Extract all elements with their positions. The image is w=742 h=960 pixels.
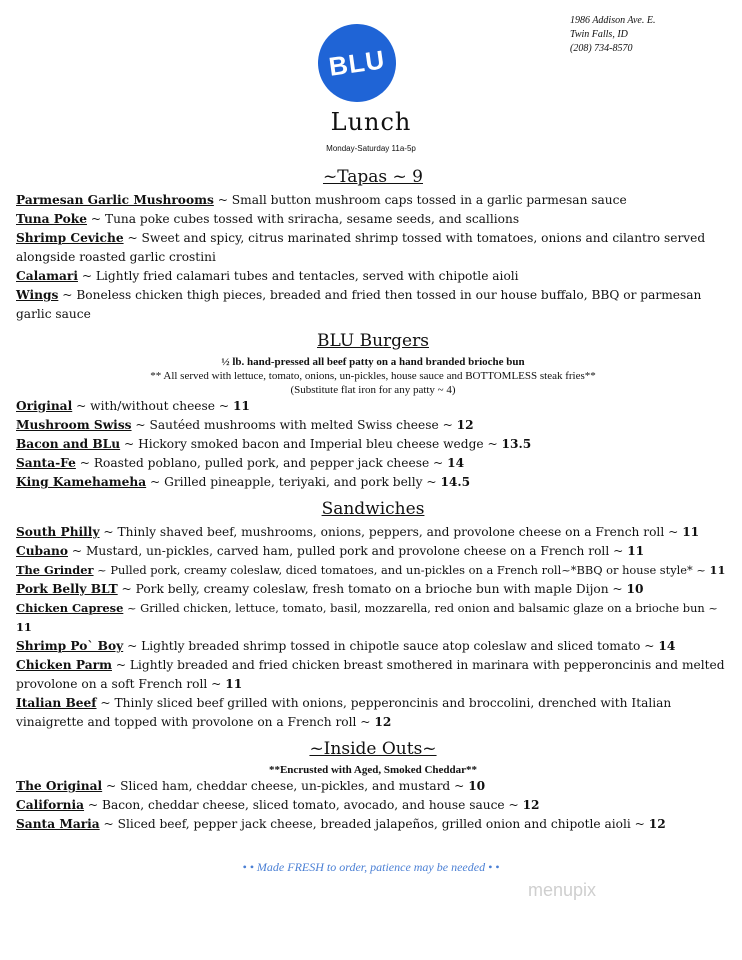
menu-content [16, 160, 730, 834]
sandwiches-heading: Sandwiches [321, 499, 425, 519]
menu-item [16, 815, 730, 834]
menu-item-name: Santa Maria [16, 817, 100, 831]
burgers-subheading: ½ lb. hand-pressed all beef patty on a hand branded brioche bun [221, 356, 525, 368]
menu-item [16, 435, 730, 454]
menu-item-name: Calamari [16, 269, 78, 283]
menu-item-name: Shrimp Po` Boy [16, 639, 124, 653]
menu-item [16, 454, 730, 473]
burgers-items [16, 397, 730, 492]
menu-item-description: ~ Boneless chicken thigh pieces, breaded and fried then tossed in our house buffalo, BBQ or parmesan garlic sauce [16, 288, 702, 321]
menu-item [16, 796, 730, 815]
burgers-substitution-note: (Substitute flat iron for any patty ~ 4) [290, 384, 456, 396]
menu-item [16, 694, 730, 732]
inside-outs-section [16, 738, 730, 834]
menu-item [16, 599, 730, 637]
menu-item [16, 210, 730, 229]
menu-item [16, 191, 730, 210]
menu-item-name: Bacon and BLu [16, 437, 121, 451]
menu-item-name: Chicken Caprese [16, 601, 124, 615]
menu-item-price: 11 [232, 399, 250, 413]
menu-item-name: Shrimp Ceviche [16, 231, 124, 245]
menu-item-description: ~ Pulled pork, creamy coleslaw, diced tomatoes, and un-pickles on a French roll~*BBQ or house style* ~ [93, 563, 710, 577]
menu-item-name: King Kamehameha [16, 475, 147, 489]
menu-item-name: Mushroom Swiss [16, 418, 132, 432]
menu-item-description: ~ Hickory smoked bacon and Imperial bleu cheese wedge ~ [120, 437, 502, 451]
menu-item-name: Original [16, 399, 73, 413]
menu-item-description: ~ Bacon, cheddar cheese, sliced tomato, avocado, and house sauce ~ [84, 798, 523, 812]
menu-item [16, 637, 730, 656]
restaurant-address [570, 14, 730, 56]
menu-item-description: ~ Tuna poke cubes tossed with sriracha, sesame seeds, and scallions [86, 212, 520, 226]
menu-item-price: 12 [648, 817, 666, 831]
menu-item-description: ~ Lightly breaded shrimp tossed in chipotle sauce atop coleslaw and sliced tomato ~ [123, 639, 659, 653]
menu-item-description: ~ Pork belly, creamy coleslaw, fresh tomato on a brioche bun with maple Dijon ~ [117, 582, 627, 596]
menu-item-description: ~ Roasted poblano, pulled pork, and pepper jack cheese ~ [75, 456, 448, 470]
menu-item-price: 11 [16, 620, 32, 634]
burgers-section [16, 330, 730, 492]
burgers-heading: BLU Burgers [317, 331, 429, 351]
menu-item-price: 13.5 [501, 437, 532, 451]
menu-item [16, 229, 730, 267]
menu-item-description: ~ Thinly shaved beef, mushrooms, onions, peppers, and provolone cheese on a French roll ~ [99, 525, 683, 539]
tapas-items [16, 191, 730, 324]
sandwiches-items [16, 523, 730, 732]
menu-item-price: 14 [447, 456, 465, 470]
menu-item-price: 10 [468, 779, 486, 793]
menu-item-name: Chicken Parm [16, 658, 112, 672]
menu-item-description: ~ Lightly fried calamari tubes and tentacles, served with chipotle aioli [77, 269, 519, 283]
menu-item-price: 14 [658, 639, 676, 653]
menu-item-name: Santa-Fe [16, 456, 76, 470]
menu-item [16, 656, 730, 694]
address-city: Twin Falls, ID [570, 29, 628, 40]
menu-item-name: The Original [16, 779, 103, 793]
burgers-note: ** All served with lettuce, tomato, onions, un-pickles, house sauce and BOTTOMLESS steak fries** [150, 370, 596, 382]
menu-item [16, 267, 730, 286]
menu-item-price: 12 [374, 715, 392, 729]
menu-item-description: ~ Sweet and spicy, citrus marinated shrimp tossed with tomatoes, onions and cilantro served alongside roasted garlic crostini [16, 231, 706, 264]
address-phone: (208) 734-8570 [570, 43, 633, 54]
inside-outs-items [16, 777, 730, 834]
menu-item [16, 286, 730, 324]
menu-item-name: The Grinder [16, 563, 94, 577]
menu-item-description: ~ Thinly sliced beef grilled with onions, pepperoncinis and broccolini, drenched with Italian vinaigrette and topped with provolone on a French roll ~ [16, 696, 672, 729]
menu-item [16, 416, 730, 435]
menu-item-name: Italian Beef [16, 696, 97, 710]
menu-item-description: ~ Small button mushroom caps tossed in a garlic parmesan sauce [213, 193, 627, 207]
watermark: menupix [528, 880, 597, 900]
menu-item-name: South Philly [16, 525, 100, 539]
menu-item-price: 11 [225, 677, 243, 691]
address-street: 1986 Addison Ave. E. [570, 15, 656, 26]
menu-item [16, 580, 730, 599]
menu-item-name: Tuna Poke [16, 212, 87, 226]
menu-item-description: ~ Sliced beef, pepper jack cheese, breaded jalapeños, grilled onion and chipotle aioli ~ [99, 817, 649, 831]
inside-outs-heading: ~Inside Outs~ [309, 739, 437, 759]
footer-note: • • Made FRESH to order, patience may be needed • • [242, 860, 500, 874]
hours: Monday-Saturday 11a-5p [326, 144, 416, 153]
menu-item-description: ~ with/without cheese ~ [72, 399, 233, 413]
menu-item [16, 397, 730, 416]
logo-text: BLU [326, 43, 387, 82]
menu-item-description: ~ Sautéed mushrooms with melted Swiss cheese ~ [131, 418, 457, 432]
tapas-section [16, 166, 730, 324]
menu-item-price: 14.5 [440, 475, 471, 489]
menu-item-price: 11 [709, 563, 726, 577]
menu-item-price: 11 [682, 525, 700, 539]
menu-item-name: Parmesan Garlic Mushrooms [16, 193, 214, 207]
menu-item [16, 523, 730, 542]
blu-logo [313, 19, 401, 107]
menu-item-description: ~ Grilled chicken, lettuce, tomato, basil, mozzarella, red onion and balsamic glaze on a brioche bun ~ [123, 601, 718, 615]
menu-item [16, 473, 730, 492]
sandwiches-section [16, 498, 730, 732]
menu-item-description: ~ Mustard, un-pickles, carved ham, pulled pork and provolone cheese on a French roll ~ [67, 544, 628, 558]
tapas-heading: ~Tapas ~ 9 [322, 167, 423, 187]
menu-item-description: ~ Grilled pineapple, teriyaki, and pork belly ~ [146, 475, 441, 489]
menu-item [16, 542, 730, 561]
menu-item-price: 11 [627, 544, 645, 558]
menu-item-price: 12 [456, 418, 474, 432]
menu-item-name: Cubano [16, 544, 68, 558]
page-title: Lunch [330, 108, 412, 136]
menu-item-description: ~ Lightly breaded and fried chicken breast smothered in marinara with pepperoncinis and melted provolone on a soft French roll ~ [16, 658, 725, 691]
menu-item-name: California [16, 798, 85, 812]
menu-item-price: 10 [626, 582, 644, 596]
menu-item [16, 561, 730, 580]
menu-item-name: Pork Belly BLT [16, 582, 118, 596]
menu-item [16, 777, 730, 796]
menu-item-price: 12 [522, 798, 540, 812]
inside-outs-subheading: **Encrusted with Aged, Smoked Cheddar** [268, 764, 478, 776]
menu-item-name: Wings [16, 288, 59, 302]
menu-item-description: ~ Sliced ham, cheddar cheese, un-pickles, and mustard ~ [102, 779, 469, 793]
